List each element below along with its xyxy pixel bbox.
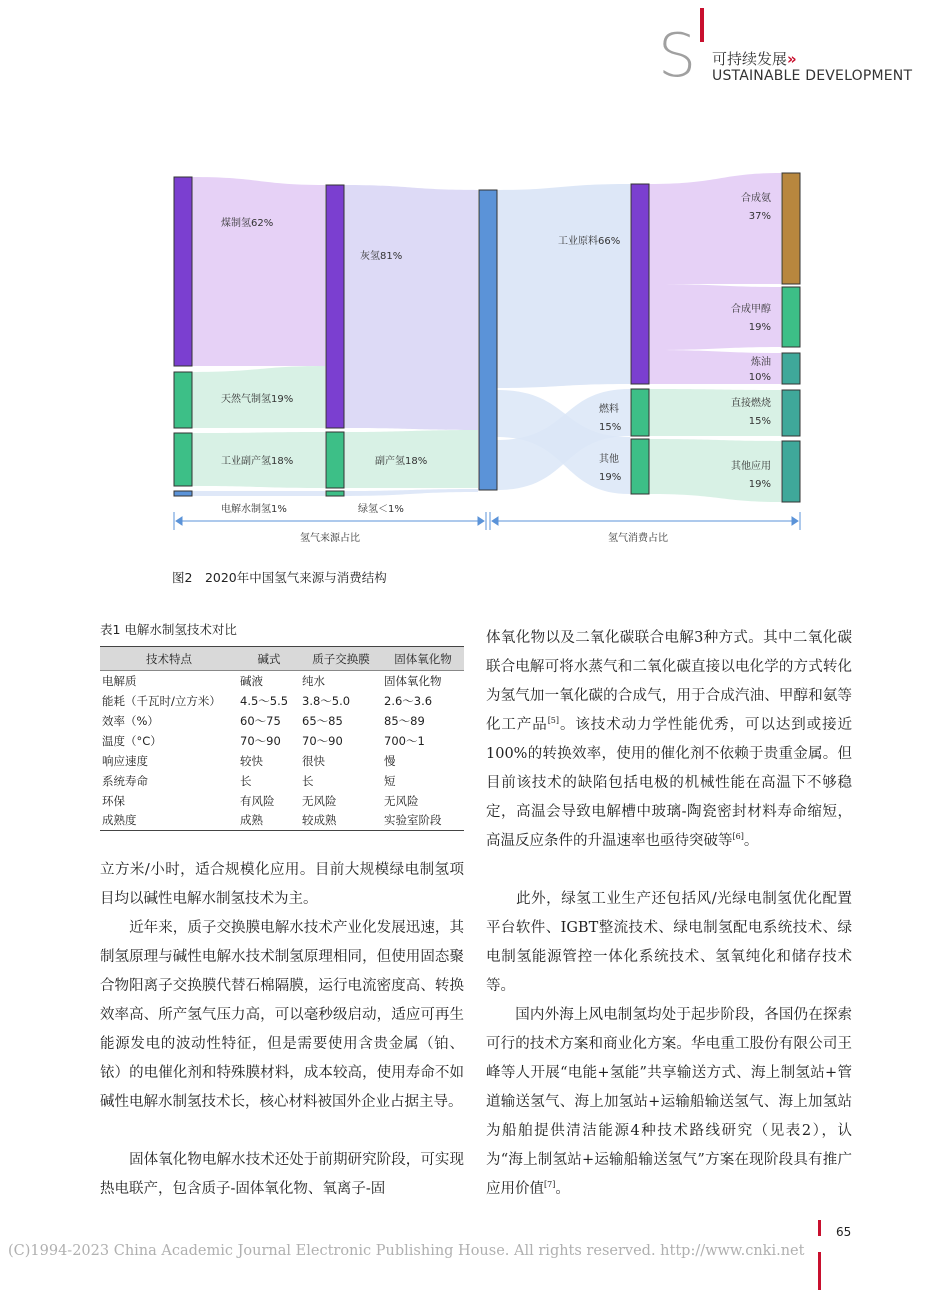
table-cell: 成熟度: [100, 811, 238, 831]
node-gas: [174, 372, 192, 428]
table-cell: 系统寿命: [102, 773, 148, 788]
table-cell: 纯水: [302, 673, 325, 688]
figure-caption: 图2 2020年中国氢气来源与消费结构: [172, 570, 387, 585]
flow-methanol: [649, 284, 781, 350]
flow-grey-total: [344, 185, 478, 430]
table-cell: 较快: [240, 753, 263, 768]
label-fuel-pct: 15%: [599, 422, 622, 433]
axis-left-label: 氢气来源占比: [300, 533, 360, 544]
label-electrolysis: 电解水制氢1%: [221, 504, 287, 515]
label-byproduct2: 副产氢18%: [375, 456, 428, 467]
flow-ammonia: [649, 173, 781, 284]
right-p1c-text: 。: [743, 833, 759, 849]
node-industrial: [631, 184, 649, 384]
label-coal: 煤制氢62%: [221, 218, 274, 229]
header-s-letter: S: [658, 21, 697, 91]
label-other-apps: 其他应用: [731, 461, 771, 472]
table-cell: 700～1: [384, 733, 425, 748]
table-header: 质子交换膜: [300, 647, 382, 671]
node-byproduct: [174, 433, 192, 486]
label-byproduct: 工业副产氢18%: [221, 456, 294, 467]
table-cell: 60～75: [240, 713, 281, 728]
table-cell: 65～85: [302, 713, 343, 728]
label-other-pct: 19%: [599, 472, 622, 483]
label-fuel: 燃料: [599, 404, 619, 415]
table-cell: 固体氧化物: [384, 673, 442, 688]
table-header: 技术特点: [100, 647, 238, 671]
table-cell: 长: [302, 773, 314, 788]
axis-right-bracket: [490, 512, 800, 530]
table-cell: 无风险: [384, 793, 419, 808]
right-paragraph-1: [486, 624, 852, 856]
footer-accent-bar: [818, 1220, 821, 1236]
table-row: [100, 731, 464, 751]
node-fuel: [631, 389, 649, 436]
table-cell: 长: [240, 773, 252, 788]
flow-combustion: [649, 389, 781, 436]
node-combustion: [782, 390, 800, 436]
ref-6: [6]: [732, 832, 744, 842]
node-ammonia: [782, 173, 800, 284]
left-paragraph-2: 近年来，质子交换膜电解水技术产业化发展迅速，其制氢原理与碱性电解水技术制氢原理相同，但使用固态聚合物阳离子交换膜代替石棉隔膜，运行电流密度高、转换效率高、所产氢气压力高，可以毫秒级启动，适应可再生能源发电的波动性特征，但是需要使用含贵金属（铂、铱）的电催化剂和特殊膜材料，成本较高，使用寿命不如碱性电解水制氢技术长，核心材料被国外企业占据主导。: [100, 920, 464, 1110]
table-row: [100, 811, 464, 831]
label-green: 绿氢＜1%: [358, 504, 404, 515]
left-paragraph-1: 立方米/小时，适合规模化应用。目前大规模绿电制氢项目均以碱性电解水制氢技术为主。: [100, 862, 464, 907]
table-cell: 慢: [384, 753, 396, 768]
right-paragraph-3: [486, 1001, 852, 1204]
node-methanol: [782, 287, 800, 347]
table-row: [100, 751, 464, 771]
table-cell: 能耗（千瓦时/立方米）: [102, 693, 221, 708]
footer-accent-bar-lower: [818, 1252, 821, 1290]
table-cell: 成熟: [238, 811, 300, 831]
table-cell: 3.8～5.0: [302, 693, 351, 708]
right-p1b-text: 。该技术动力学性能优秀，可以达到或接近100%的转换效率，使用的催化剂不依赖于贵重金属。但目前该技术的缺陷包括电极的机械性能在高温下不够稳定，高温会导致电解槽中玻璃-陶瓷密封材料寿命缩短，高温反应条件的升温速率也亟待突破等: [486, 717, 853, 849]
node-refining: [782, 353, 800, 384]
node-green: [326, 491, 344, 496]
table-row: [100, 711, 464, 731]
node-other: [631, 439, 649, 494]
table-cell: 有风险: [240, 793, 275, 808]
table-cell: 碱液: [240, 673, 263, 688]
header-arrow-icon: »: [787, 50, 797, 68]
label-other-apps-pct: 19%: [748, 479, 771, 490]
table-cell: 较成熟: [300, 811, 382, 831]
table-header: 碱式: [238, 647, 300, 671]
table-cell: 短: [384, 773, 396, 788]
label-combustion-pct: 15%: [748, 416, 771, 427]
table-cell: 电解质: [102, 673, 137, 688]
copyright-notice: (C)1994-2023 China Academic Journal Electronic Publishing House. All rights reserved. http://www.cnki.net: [8, 1243, 805, 1259]
table-title: 表1 电解水制氢技术对比: [100, 622, 237, 637]
table-header-row: [100, 647, 464, 671]
label-refining-pct: 10%: [748, 372, 771, 383]
label-ammonia-pct: 37%: [748, 211, 771, 222]
label-grey: 灰氢81%: [360, 251, 403, 262]
left-paragraph-3: 固体氧化物电解水技术还处于前期研究阶段，可实现热电联产，包含质子-固体氧化物、氧离子-固: [100, 1152, 464, 1197]
table-cell: 温度（°C）: [102, 733, 162, 748]
right-p1-text: 体氧化物以及二氧化碳联合电解3种方式。其中二氧化碳联合电解可将水蒸气和二氧化碳直接以电化学的方式转化为氢气加一氧化碳的合成气，用于合成汽油、甲醇和氨等化工产品: [486, 630, 852, 733]
table-cell: 无风险: [302, 793, 337, 808]
ref-5: [5]: [547, 716, 560, 726]
table-cell: 70～90: [302, 733, 343, 748]
table-header: 固体氧化物: [382, 647, 464, 671]
flow-coal-grey: [192, 177, 325, 366]
node-grey: [326, 185, 344, 428]
label-methanol: 合成甲醇: [731, 304, 771, 315]
table-cell: 85～89: [384, 713, 425, 728]
flow-electrolysis: [192, 491, 325, 496]
flow-total-industrial: [497, 184, 630, 388]
flow-green-total: [344, 489, 478, 496]
label-combustion: 直接燃烧: [731, 398, 771, 409]
table-row: [100, 671, 464, 691]
table-row: [100, 691, 464, 711]
axis-right-label: 氢气消费占比: [608, 533, 668, 544]
node-total: [479, 190, 497, 490]
table-cell: 环保: [102, 793, 125, 808]
table-cell: 4.5～5.5: [240, 693, 289, 708]
table-row: [100, 771, 464, 791]
label-gas: 天然气制氢19%: [221, 394, 294, 405]
table-cell: 2.6～3.6: [384, 693, 433, 708]
table-cell: 70～90: [240, 733, 281, 748]
table-cell: 响应速度: [102, 753, 148, 768]
table-cell: 效率（%）: [102, 713, 159, 728]
table-cell: 很快: [302, 753, 325, 768]
ref-7: [7]: [544, 1180, 556, 1190]
header-cn-text: 可持续发展: [712, 50, 788, 68]
table-row: [100, 791, 464, 811]
label-refining: 炼油: [751, 357, 771, 368]
comparison-table: [100, 646, 464, 831]
node-other-apps: [782, 441, 800, 502]
table-cell: 实验室阶段: [382, 811, 464, 831]
node-byproduct2: [326, 432, 344, 488]
node-electrolysis: [174, 491, 192, 496]
node-coal: [174, 177, 192, 366]
label-industrial: 工业原料66%: [558, 236, 621, 247]
label-other: 其他: [599, 454, 619, 465]
sankey-chart: [0, 0, 950, 580]
right-p3-text: 国内外海上风电制氢均处于起步阶段，各国仍在探索可行的技术方案和商业化方案。华电重工股份有限公司王峰等人开展“电能+氢能”共享输送方式、海上制氢站+管道输送氢气、海上加氢站+运输船输送氢气、海上加氢站为船舶提供清洁能源4种技术路线研究（见表2），认为“海上制氢站+运输船输送氢气”方案在现阶段具有推广应用价值: [486, 1007, 852, 1197]
right-p3-end: 。: [555, 1181, 570, 1197]
right-paragraph-2: 此外，绿氢工业生产还包括风/光绿电制氢优化配置平台软件、IGBT整流技术、绿电制氢配电系统技术、绿电制氢能源管控一体化系统技术、氢氧纯化和储存技术等。: [486, 891, 852, 994]
header-en-title: USTAINABLE DEVELOPMENT: [712, 68, 913, 84]
label-methanol-pct: 19%: [748, 322, 771, 333]
label-ammonia: 合成氨: [741, 193, 771, 204]
page-number: 65: [836, 1225, 852, 1239]
